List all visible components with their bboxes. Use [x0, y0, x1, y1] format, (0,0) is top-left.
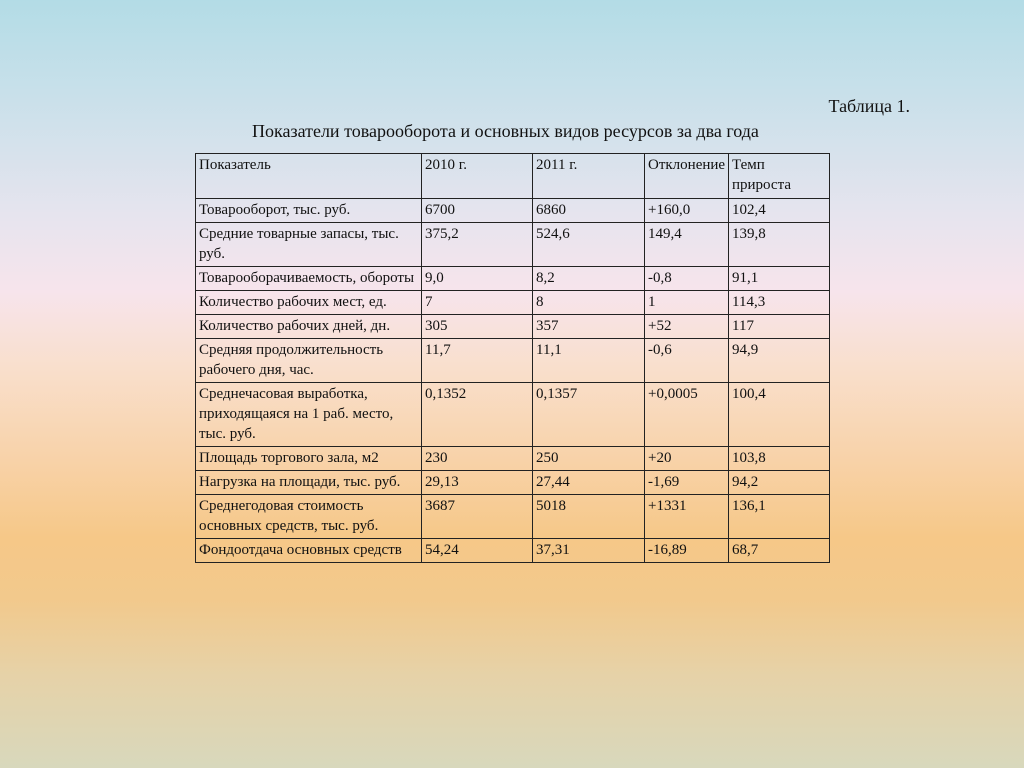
table-row	[196, 315, 830, 339]
cell-2010: 29,13	[422, 471, 533, 495]
cell-indicator: Средняя продолжительность рабочего дня, час.	[196, 339, 422, 383]
cell-2010: 9,0	[422, 267, 533, 291]
cell-growth-rate: 91,1	[729, 267, 830, 291]
table-row	[196, 339, 830, 383]
cell-2010: 375,2	[422, 223, 533, 267]
cell-growth-rate: 139,8	[729, 223, 830, 267]
cell-indicator: Средние товарные запасы, тыс. руб.	[196, 223, 422, 267]
cell-2011: 11,1	[533, 339, 645, 383]
table-row	[196, 199, 830, 223]
table-row	[196, 447, 830, 471]
cell-growth-rate: 68,7	[729, 539, 830, 563]
table-row	[196, 383, 830, 447]
cell-2011: 6860	[533, 199, 645, 223]
cell-2011: 0,1357	[533, 383, 645, 447]
cell-growth-rate: 100,4	[729, 383, 830, 447]
cell-deviation: -0,6	[645, 339, 729, 383]
cell-2010: 11,7	[422, 339, 533, 383]
cell-indicator: Количество рабочих дней, дн.	[196, 315, 422, 339]
cell-growth-rate: 94,9	[729, 339, 830, 383]
cell-indicator: Фондоотдача основных средств	[196, 539, 422, 563]
cell-2010: 305	[422, 315, 533, 339]
cell-deviation: 1	[645, 291, 729, 315]
cell-2010: 54,24	[422, 539, 533, 563]
cell-growth-rate: 117	[729, 315, 830, 339]
cell-2010: 230	[422, 447, 533, 471]
table-row	[196, 223, 830, 267]
cell-indicator: Количество рабочих мест, ед.	[196, 291, 422, 315]
cell-2010: 6700	[422, 199, 533, 223]
cell-deviation: +160,0	[645, 199, 729, 223]
cell-indicator: Среднечасовая выработка, приходящаяся на 1 раб. место, тыс. руб.	[196, 383, 422, 447]
header-indicator: Показатель	[196, 154, 422, 199]
cell-deviation: -1,69	[645, 471, 729, 495]
cell-2011: 27,44	[533, 471, 645, 495]
indicators-table	[195, 153, 830, 563]
cell-deviation: -0,8	[645, 267, 729, 291]
cell-2011: 250	[533, 447, 645, 471]
header-deviation: Отклонение	[645, 154, 729, 199]
cell-indicator: Среднегодовая стоимость основных средств, тыс. руб.	[196, 495, 422, 539]
table-title: Показатели товарооборота и основных видов ресурсов за два года	[252, 121, 759, 141]
cell-growth-rate: 103,8	[729, 447, 830, 471]
cell-growth-rate: 114,3	[729, 291, 830, 315]
cell-2010: 0,1352	[422, 383, 533, 447]
cell-indicator: Товарооборот, тыс. руб.	[196, 199, 422, 223]
table-row	[196, 471, 830, 495]
cell-deviation: 149,4	[645, 223, 729, 267]
cell-deviation: -16,89	[645, 539, 729, 563]
cell-2011: 5018	[533, 495, 645, 539]
cell-2011: 8,2	[533, 267, 645, 291]
cell-indicator: Товарооборачиваемость, обороты	[196, 267, 422, 291]
cell-deviation: +0,0005	[645, 383, 729, 447]
cell-deviation: +1331	[645, 495, 729, 539]
cell-growth-rate: 136,1	[729, 495, 830, 539]
cell-deviation: +20	[645, 447, 729, 471]
table-row	[196, 267, 830, 291]
cell-deviation: +52	[645, 315, 729, 339]
table-row	[196, 495, 830, 539]
cell-growth-rate: 94,2	[729, 471, 830, 495]
cell-2010: 7	[422, 291, 533, 315]
header-2011: 2011 г.	[533, 154, 645, 199]
table-header-row	[196, 154, 830, 199]
cell-indicator: Площадь торгового зала, м2	[196, 447, 422, 471]
cell-2011: 37,31	[533, 539, 645, 563]
header-growth-rate: Темп прироста	[729, 154, 830, 199]
table-row	[196, 291, 830, 315]
table-row	[196, 539, 830, 563]
cell-2011: 8	[533, 291, 645, 315]
cell-growth-rate: 102,4	[729, 199, 830, 223]
table-number: Таблица 1.	[828, 96, 910, 116]
cell-2011: 357	[533, 315, 645, 339]
header-2010: 2010 г.	[422, 154, 533, 199]
cell-2011: 524,6	[533, 223, 645, 267]
cell-indicator: Нагрузка на площади, тыс. руб.	[196, 471, 422, 495]
cell-2010: 3687	[422, 495, 533, 539]
